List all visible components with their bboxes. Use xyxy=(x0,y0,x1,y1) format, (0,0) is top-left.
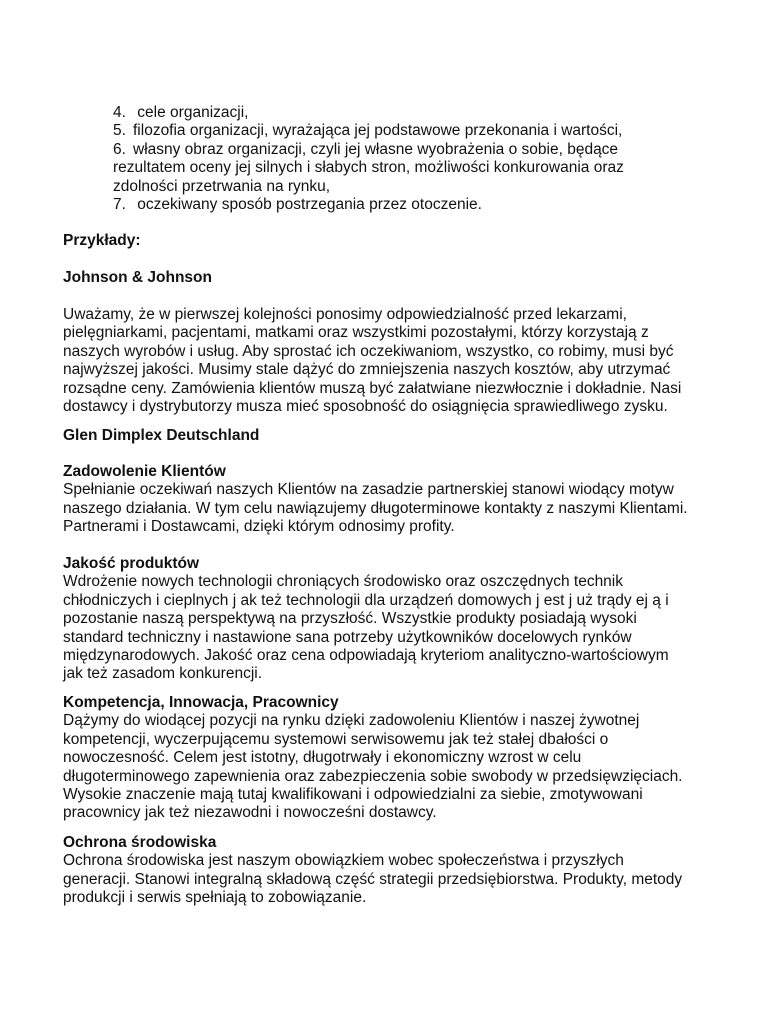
paragraph-line: chłodniczych i cieplnych j ak też technologii dla urządzeń domowych j est j uż trądy ej ą i xyxy=(63,591,669,609)
paragraph-line: naszych wyrobów i usług. Aby sprostać ich oczekiwaniom, wszystko, co robimy, musi być xyxy=(63,342,674,360)
list-item xyxy=(113,122,624,140)
paragraph-line: rozsądne ceny. Zamówienia klientów muszą być załatwiane niezwłocznie i dokładnie. Nasi xyxy=(63,379,682,397)
paragraph-line: Wdrożenie nowych technologii chroniących środowisko oraz oszczędnych technik xyxy=(63,573,623,591)
list-text: zdolności przetrwania na rynku, xyxy=(113,177,331,195)
numbered-list xyxy=(113,104,624,214)
paragraph-line: standard techniczny i nastawione sana potrzeby użytkowników docelowych rynków xyxy=(63,628,632,646)
paragraph-line: generacji. Stanowi integralną składową część strategii przedsiębiorstwa. Produkty, metody xyxy=(63,870,683,888)
list-number: 6. xyxy=(113,140,126,158)
section-heading: Kompetencja, Innowacja, Pracownicy xyxy=(63,694,339,711)
section-heading: Zadowolenie Klientów xyxy=(63,463,226,480)
list-number: 5. xyxy=(113,122,126,140)
paragraph-line: pielęgniarkami, pacjentami, matkami oraz wszystkimi pozostałymi, którzy korzystają z xyxy=(63,324,649,342)
paragraph-line: kompetencji, wyczerpującemu systemowi serwisowemu jak też stałej dbałości o xyxy=(63,730,609,748)
paragraph-line: Partnerami i Dostawcami, dzięki którym odnosimy profity. xyxy=(63,518,455,536)
list-text: cele organizacji, xyxy=(133,104,249,121)
section-customer-satisfaction xyxy=(63,463,688,537)
paragraph-line: naszego działania. W tym celu nawiązujemy długoterminowe kontakty z naszymi Klientami. xyxy=(63,499,688,517)
list-text: oczekiwany sposób postrzegania przez otoczenie. xyxy=(133,196,482,214)
paragraph-line: Spełnianie oczekiwań naszych Klientów na zasadzie partnerskiej stanowi wiodący motyw xyxy=(63,481,674,499)
jj-paragraph xyxy=(63,306,681,416)
section-heading: Jakość produktów xyxy=(63,555,200,572)
list-item xyxy=(113,141,624,159)
paragraph-line: jak też zasadom konkurencji. xyxy=(63,665,263,683)
paragraph-line: nowoczesność. Celem jest istotny, długotrwały i ekonomiczny wzrost w celu xyxy=(63,749,582,767)
list-number: 4. xyxy=(113,104,126,121)
paragraph-line: produkcji i serwis spełniają to zobowiązanie. xyxy=(63,889,367,907)
paragraph-line: Wysokie znaczenie mają tutaj kwalifikowani i odpowiedzialni za siebie, zmotywowani xyxy=(63,786,643,804)
examples-heading: Przykłady: xyxy=(63,232,141,249)
paragraph-line: najwyższej jakości. Musimy stale dążyć do zmniejszenia naszych kosztów, aby utrzymać xyxy=(63,361,671,379)
section-environment xyxy=(63,834,682,908)
paragraph-line: dostawcy i dystrybutorzy musza mieć sposobność do osiągnięcia sprawiedliwego zysku. xyxy=(63,398,668,416)
paragraph-line: pracownicy jak też niezawodni i nowocześni dostawcy. xyxy=(63,804,437,822)
list-text: rezultatem oceny jej silnych i słabych stron, możliwości konkurowania oraz xyxy=(113,159,624,177)
section-product-quality xyxy=(63,555,669,684)
list-text: filozofia organizacji, wyrażająca jej podstawowe przekonania i wartości, xyxy=(133,122,623,140)
paragraph-line: pozostanie naszą perspektywą na przyszłość. Wszystkie produkty posiadają wysoki xyxy=(63,610,637,628)
glen-heading: Glen Dimplex Deutschland xyxy=(63,427,260,444)
section-competence xyxy=(63,694,683,823)
list-text: własny obraz organizacji, czyli jej własne wyobrażenia o sobie, będące xyxy=(133,140,619,158)
jj-heading: Johnson & Johnson xyxy=(63,269,212,286)
paragraph-line: Ochrona środowiska jest naszym obowiązkiem wobec społeczeństwa i przyszłych xyxy=(63,852,624,870)
paragraph-line: międzynarodowych. Jakość oraz cena odpowiadają kryteriom analityczno-wartościowym xyxy=(63,647,669,665)
paragraph-line: długoterminowego zapewnienia oraz zabezpieczenia sobie swobody w przedsięwzięciach. xyxy=(63,767,683,785)
paragraph-line: Uważamy, że w pierwszej kolejności ponosimy odpowiedzialność przed lekarzami, xyxy=(63,306,627,323)
list-item xyxy=(113,104,624,122)
section-heading: Ochrona środowiska xyxy=(63,834,217,851)
list-number: 7. xyxy=(113,196,126,214)
paragraph-line: Dążymy do wiodącej pozycji na rynku dzięki zadowoleniu Klientów i naszej żywotnej xyxy=(63,712,640,730)
list-item xyxy=(113,196,624,214)
